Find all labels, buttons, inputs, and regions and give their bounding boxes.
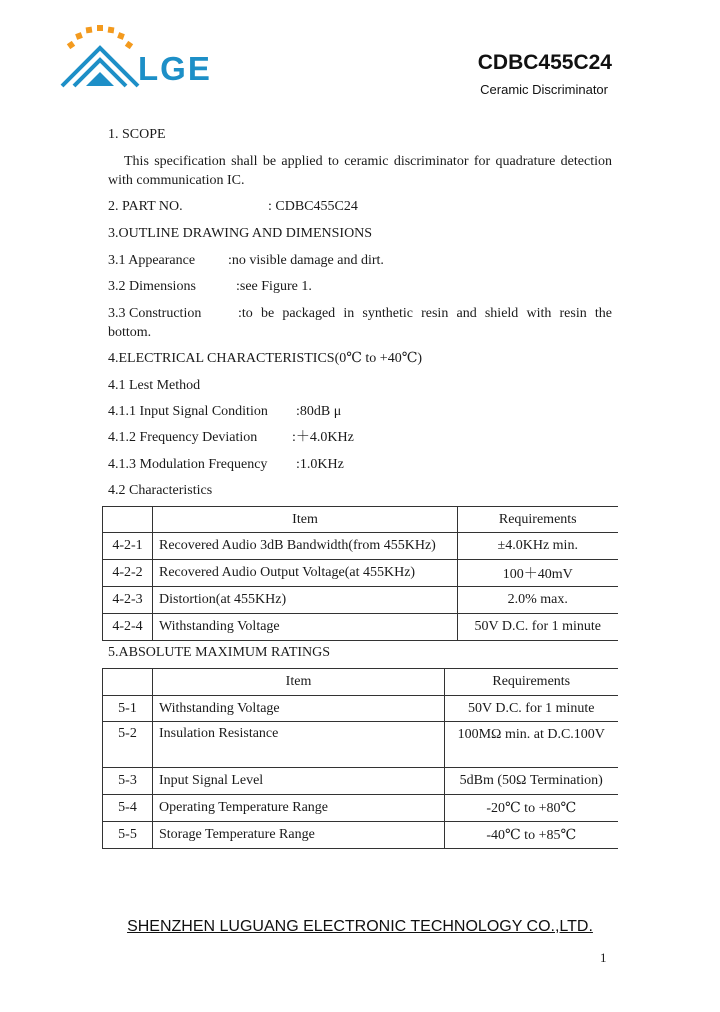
row-number: 4-2-1 bbox=[103, 533, 153, 560]
row-requirement: 50V D.C. for 1 minute bbox=[445, 696, 618, 722]
page-number: 1 bbox=[600, 950, 607, 965]
row-number: 5-1 bbox=[103, 696, 153, 722]
product-subtitle: Ceramic Discriminator bbox=[480, 82, 608, 97]
scope-text: This specification shall be applied to ceramic discriminator for quadrature detection with communication IC. bbox=[108, 154, 612, 188]
table-header-row bbox=[103, 669, 618, 696]
table-row bbox=[103, 533, 618, 560]
absolute-ratings-table bbox=[102, 668, 618, 849]
row-number: 4-2-2 bbox=[103, 560, 153, 587]
row-number: 5-3 bbox=[103, 768, 153, 795]
table-row bbox=[103, 722, 618, 768]
modulation-frequency-value: :1.0KHz bbox=[296, 457, 344, 472]
construction-line bbox=[108, 304, 612, 342]
row-requirement: 2.0% max. bbox=[458, 587, 618, 614]
header-requirements: Requirements bbox=[458, 507, 618, 533]
row-requirement: -40℃ to +85℃ bbox=[445, 822, 618, 849]
input-condition-label: 4.1.1 Input Signal Condition bbox=[108, 404, 268, 419]
characteristics-table bbox=[102, 506, 618, 641]
row-item: Withstanding Voltage bbox=[153, 696, 445, 722]
modulation-frequency-label: 4.1.3 Modulation Frequency bbox=[108, 457, 268, 472]
dimensions-line bbox=[108, 278, 312, 296]
table-header-row bbox=[103, 507, 618, 533]
table-row bbox=[103, 795, 618, 822]
frequency-deviation-value: :＋4.0KHz bbox=[292, 430, 354, 445]
row-item: Withstanding Voltage bbox=[153, 614, 458, 641]
row-item: Operating Temperature Range bbox=[153, 795, 445, 822]
modulation-frequency-line bbox=[108, 456, 344, 474]
table-row bbox=[103, 560, 618, 587]
dimensions-value: :see Figure 1. bbox=[236, 279, 312, 294]
construction-value: :to be packaged in synthetic resin and shield with resin the bottom. bbox=[108, 306, 612, 340]
input-condition-line bbox=[108, 403, 341, 421]
row-number: 5-4 bbox=[103, 795, 153, 822]
company-footer: SHENZHEN LUGUANG ELECTRONIC TECHNOLOGY CO.,LTD. bbox=[127, 918, 593, 935]
header-item: Item bbox=[153, 507, 458, 533]
row-requirement: 100＋40mV bbox=[458, 560, 618, 587]
characteristics-heading: 4.2 Characteristics bbox=[108, 483, 213, 498]
outline-heading: 3.OUTLINE DRAWING AND DIMENSIONS bbox=[108, 226, 373, 241]
part-no-value: : CDBC455C24 bbox=[268, 199, 358, 214]
input-condition-value: :80dB μ bbox=[296, 404, 342, 419]
header-requirements: Requirements bbox=[445, 669, 618, 696]
header-item: Item bbox=[153, 669, 445, 696]
row-number: 4-2-3 bbox=[103, 587, 153, 614]
table-row bbox=[103, 614, 618, 641]
row-requirement: ±4.0KHz min. bbox=[458, 533, 618, 560]
row-item: Distortion(at 455KHz) bbox=[153, 587, 458, 614]
row-number: 5-5 bbox=[103, 822, 153, 849]
table-row bbox=[103, 822, 618, 849]
absolute-ratings-heading: 5.ABSOLUTE MAXIMUM RATINGS bbox=[108, 645, 331, 660]
appearance-label: 3.1 Appearance bbox=[108, 253, 196, 268]
dimensions-label: 3.2 Dimensions bbox=[108, 279, 196, 294]
frequency-deviation-line bbox=[108, 429, 354, 447]
table-row bbox=[103, 696, 618, 722]
row-requirement: -20℃ to +80℃ bbox=[445, 795, 618, 822]
row-item: Storage Temperature Range bbox=[153, 822, 445, 849]
appearance-value: :no visible damage and dirt. bbox=[228, 253, 384, 268]
part-no-line bbox=[108, 198, 358, 216]
table-row bbox=[103, 587, 618, 614]
row-item: Insulation Resistance bbox=[153, 722, 445, 768]
electrical-heading: 4.ELECTRICAL CHARACTERISTICS(0℃ to +40℃) bbox=[108, 351, 423, 366]
frequency-deviation-label: 4.1.2 Frequency Deviation bbox=[108, 430, 258, 445]
test-method: 4.1 Lest Method bbox=[108, 378, 201, 393]
part-no-label: 2. PART NO. bbox=[108, 199, 183, 214]
row-item: Recovered Audio 3dB Bandwidth(from 455KHz) bbox=[153, 533, 458, 560]
row-item: Recovered Audio Output Voltage(at 455KHz) bbox=[153, 560, 458, 587]
row-requirement: 5dBm (50Ω Termination) bbox=[445, 768, 618, 795]
appearance-line bbox=[108, 252, 384, 270]
row-requirement: 50V D.C. for 1 minute bbox=[458, 614, 618, 641]
row-number: 5-2 bbox=[103, 722, 153, 768]
row-number: 4-2-4 bbox=[103, 614, 153, 641]
row-item: Input Signal Level bbox=[153, 768, 445, 795]
part-code-title: CDBC455C24 bbox=[477, 51, 612, 74]
construction-label: 3.3 Construction bbox=[108, 306, 202, 321]
brand-wordmark: LGE bbox=[138, 50, 212, 87]
row-requirement: 100MΩ min. at D.C.100V bbox=[445, 722, 618, 768]
scope-heading: 1. SCOPE bbox=[108, 127, 166, 142]
table-row bbox=[103, 768, 618, 795]
